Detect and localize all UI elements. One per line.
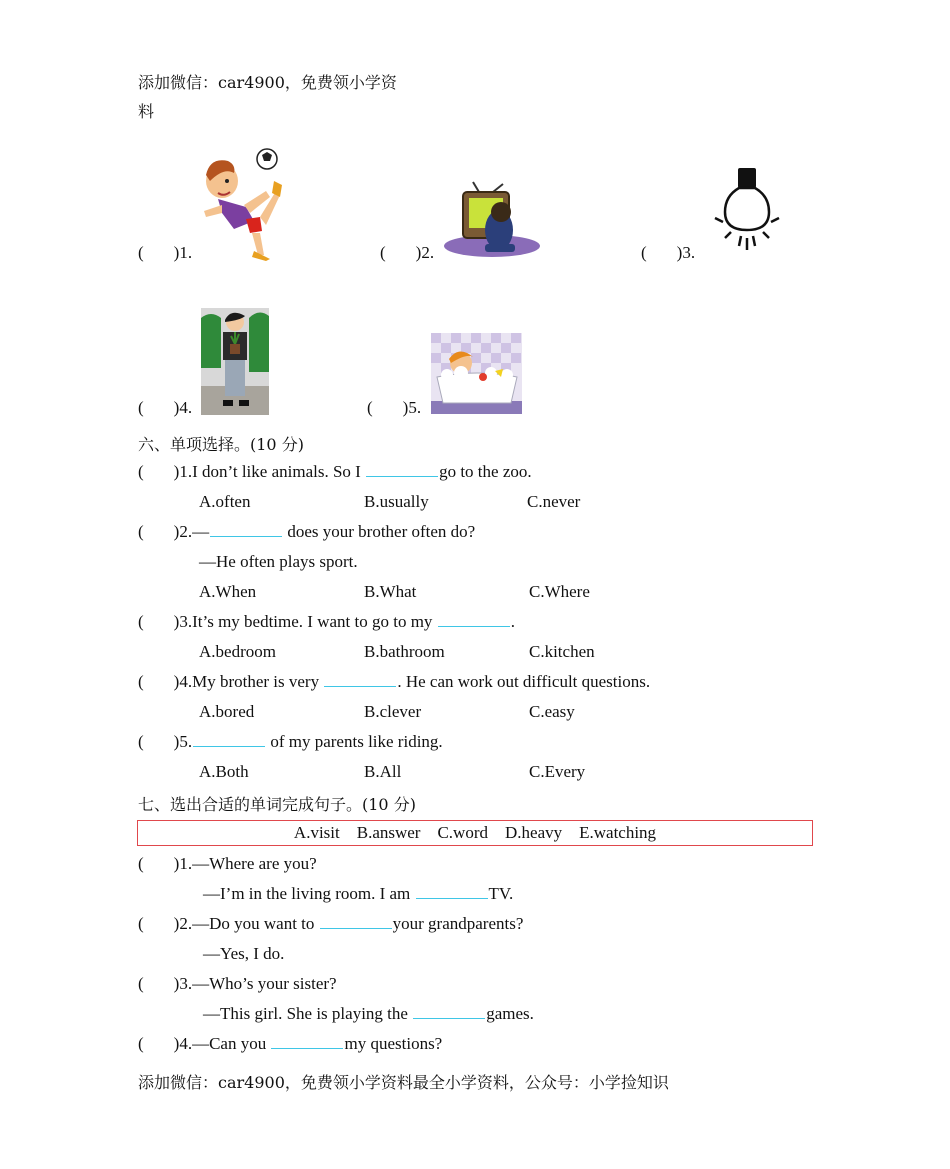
question-number: )2.: [173, 914, 193, 933]
question-text-pre: —: [192, 522, 210, 541]
option-c: C.Where: [529, 582, 590, 601]
answer-blank[interactable]: [413, 1004, 485, 1019]
answer-blank[interactable]: [366, 462, 438, 477]
word-bank-box: [137, 820, 813, 846]
answer-text-post: TV.: [488, 884, 514, 903]
question-number: )1.: [173, 854, 193, 873]
option-c: C.never: [527, 492, 581, 511]
answer-text-pre: —This girl. She is playing the: [203, 1004, 413, 1023]
option-a: A.bedroom: [199, 642, 276, 661]
question-text-pre: I don’t like animals. So I: [192, 462, 366, 481]
question-number: )4.: [173, 672, 193, 691]
question-text-post: your grandparents?: [392, 914, 524, 933]
picture-item-4: [138, 398, 192, 418]
item-number: )1.: [173, 243, 193, 262]
option-c: C.easy: [529, 702, 575, 721]
answer-paren: (: [138, 1034, 144, 1053]
option-b: B.bathroom: [364, 642, 445, 661]
picture-item-2: [380, 243, 434, 263]
child-watching-tv-image: [443, 180, 541, 260]
s6-question-4: [138, 672, 650, 692]
question-number: )1.: [173, 462, 193, 481]
question-number: )3.: [173, 612, 193, 631]
soccer-boy-image: [196, 147, 282, 261]
question-text: —Where are you?: [192, 854, 317, 873]
s7-answer-1: [203, 884, 513, 904]
item-number: )5.: [402, 398, 422, 417]
answer-paren: (: [138, 612, 144, 631]
answer-blank[interactable]: [193, 732, 265, 747]
answer-paren: (: [138, 398, 144, 417]
s6-question-2: [138, 522, 475, 542]
header-line-1: 添加微信：car4900，免费领小学资: [138, 73, 397, 92]
question-number: )2.: [173, 522, 193, 541]
s7-answer-3: [203, 1004, 534, 1024]
answer-blank[interactable]: [324, 672, 396, 687]
option-b: B.All: [364, 762, 402, 781]
question-text-post: .: [510, 612, 515, 631]
picture-item-3: [641, 243, 695, 263]
answer-paren: (: [138, 732, 144, 751]
question-text-post: go to the zoo.: [439, 462, 532, 481]
answer-paren: (: [138, 243, 144, 262]
question-text-post: does your brother often do?: [283, 522, 476, 541]
question-text-post: of my parents like riding.: [266, 732, 443, 751]
picture-item-5: [367, 398, 421, 418]
question-text-pre: It’s my bedtime. I want to go to my: [192, 612, 437, 631]
answer-blank[interactable]: [438, 612, 510, 627]
light-bulb-image: [711, 166, 785, 252]
s7-answer-2: —Yes, I do.: [203, 944, 285, 963]
answer-line: —He often plays sport.: [199, 552, 358, 571]
option-a: A.When: [199, 582, 257, 601]
answer-paren: (: [380, 243, 386, 262]
option-c: C.Every: [529, 762, 586, 781]
option-a: A.Both: [199, 762, 249, 781]
option-b: B.clever: [364, 702, 422, 721]
s7-question-4: [138, 1034, 442, 1054]
s7-question-2: [138, 914, 523, 934]
item-number: )3.: [676, 243, 696, 262]
s7-question-3: [138, 974, 337, 994]
option-b: B.usually: [364, 492, 429, 511]
item-number: )2.: [415, 243, 435, 262]
answer-paren: (: [138, 462, 144, 481]
answer-paren: (: [138, 522, 144, 541]
section-7-title: 七、选出合适的单词完成句子。(10 分): [138, 795, 416, 814]
answer-blank[interactable]: [416, 884, 488, 899]
header-line-2: 料: [138, 102, 155, 121]
answer-blank[interactable]: [271, 1034, 343, 1049]
answer-paren: (: [138, 672, 144, 691]
option-a: A.often: [199, 492, 251, 511]
question-number: )5.: [173, 732, 193, 751]
question-text-pre: —Can you: [192, 1034, 271, 1053]
s6-question-1: [138, 462, 532, 482]
question-text-post: . He can work out difficult questions.: [397, 672, 651, 691]
child-bathing-image: [431, 333, 522, 414]
question-text-pre: My brother is very: [192, 672, 324, 691]
section-6-title: 六、单项选择。(10 分): [138, 435, 304, 454]
answer-paren: (: [367, 398, 373, 417]
item-number: )4.: [173, 398, 193, 417]
question-number: )4.: [173, 1034, 193, 1053]
question-text-post: my questions?: [344, 1034, 443, 1053]
answer-text-pre: —I’m in the living room. I am: [203, 884, 415, 903]
option-a: A.bored: [199, 702, 255, 721]
answer-paren: (: [138, 854, 144, 873]
answer-paren: (: [138, 974, 144, 993]
answer-blank[interactable]: [320, 914, 392, 929]
footer-text: 添加微信：car4900，免费领小学资料最全小学资料，公众号：小学捡知识: [138, 1073, 669, 1092]
question-number: )3.: [173, 974, 193, 993]
question-text-pre: —Do you want to: [192, 914, 319, 933]
answer-paren: (: [641, 243, 647, 262]
option-b: B.What: [364, 582, 417, 601]
answer-text-post: games.: [486, 1004, 534, 1023]
word-bank-text: A.visit B.answer C.word D.heavy E.watching: [293, 823, 657, 842]
question-text: —Who’s your sister?: [192, 974, 337, 993]
s6-question-3: [138, 612, 515, 632]
answer-blank[interactable]: [210, 522, 282, 537]
s6-question-5: [138, 732, 443, 752]
s7-question-1: [138, 854, 317, 874]
answer-paren: (: [138, 914, 144, 933]
boy-watering-image: [201, 308, 269, 415]
option-c: C.kitchen: [529, 642, 595, 661]
picture-item-1: [138, 243, 192, 263]
